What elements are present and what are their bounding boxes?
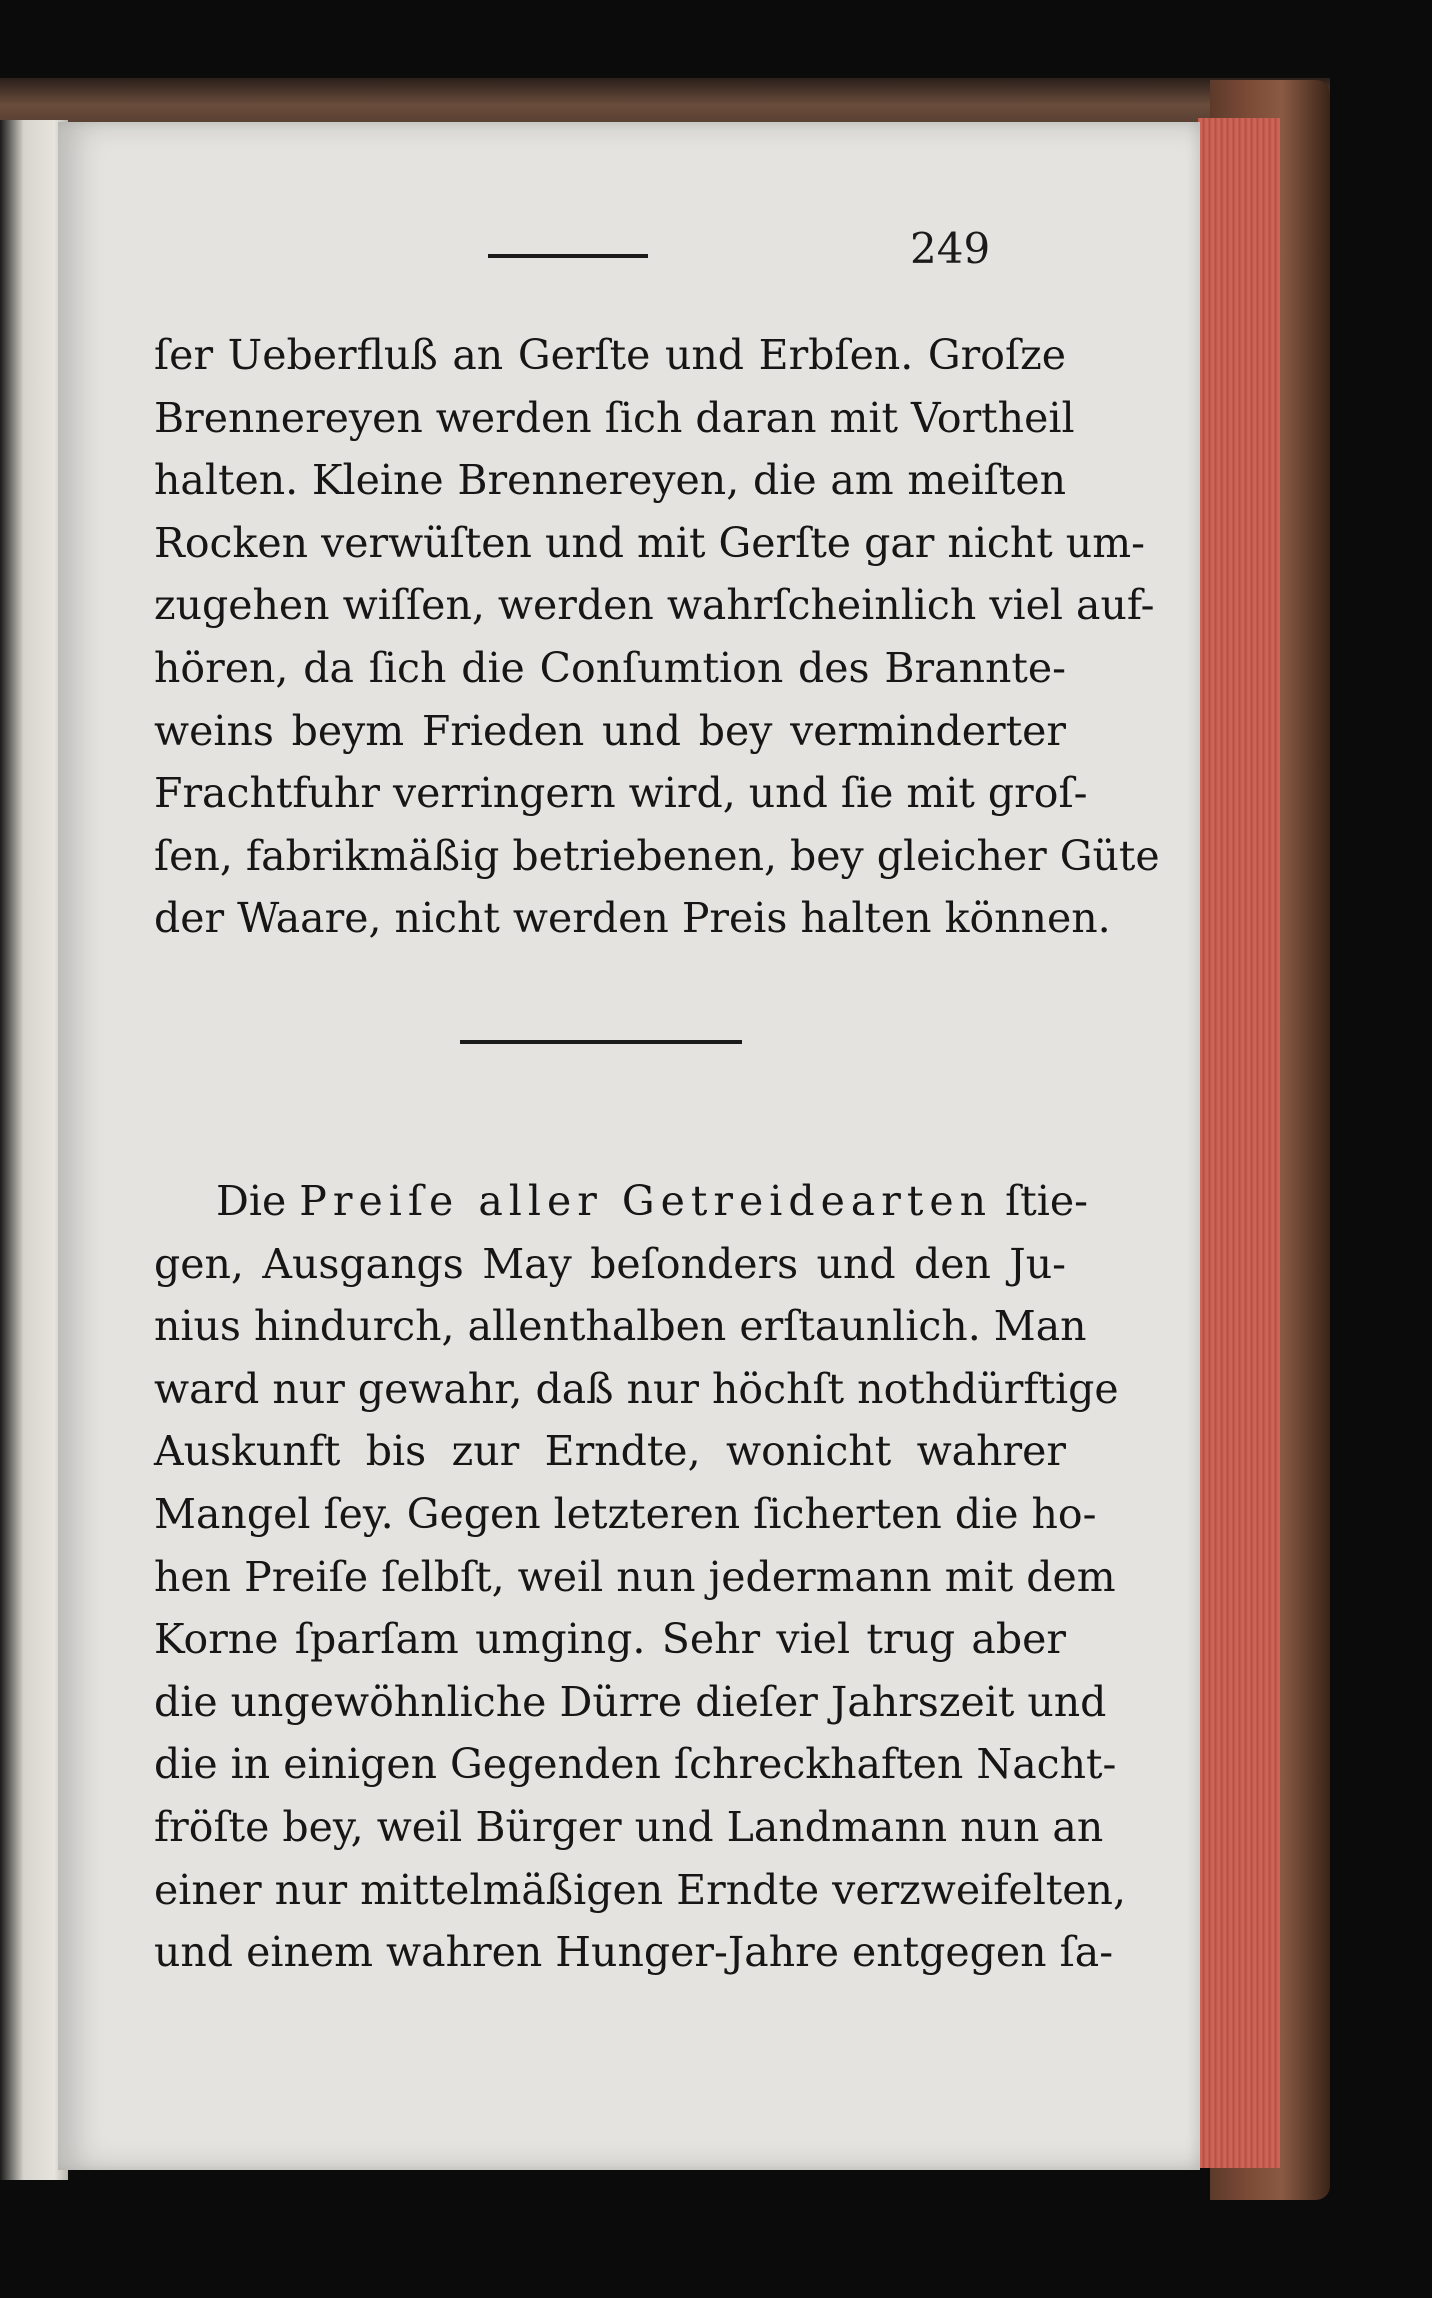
paragraph-2 <box>154 1170 1126 1984</box>
text-line: und einem wahren Hunger-Jahre entgegen ſa- <box>154 1928 1114 1977</box>
text-line: hören, da ſich die Conſumtion des Brannte- <box>154 643 1066 692</box>
text-line: die ungewöhnliche Dürre dieſer Jahrszeit und <box>154 1677 1107 1726</box>
text-line: der Waare, nicht werden Preis halten können. <box>154 894 1111 943</box>
lead-tail: ſtie- <box>992 1177 1088 1225</box>
text-line: die in einigen Gegenden ſchreckhaften Nacht- <box>154 1740 1117 1789</box>
text-line: ſer Ueberfluß an Gerſte und Erbſen. Groſze <box>154 331 1066 379</box>
text-line: hen Preiſe ſelbſt, weil nun jedermann mit dem <box>154 1552 1116 1601</box>
text-line: halten. Kleine Brennereyen, die am meiſten <box>154 456 1066 505</box>
text-line: nius hindurch, allenthalben erſtaunlich. Man <box>154 1302 1087 1351</box>
lead-word: Die <box>216 1177 300 1225</box>
text-line: Auskunft bis zur Erndte, wonicht wahrer <box>154 1427 1066 1476</box>
text-line: zugehen wiſſen, werden wahrſcheinlich viel auf- <box>154 581 1155 630</box>
text-line: Frachtfuhr verringern wird, und ſie mit groſ- <box>154 769 1088 818</box>
text-line: fröſte bey, weil Bürger und Landmann nun an <box>154 1802 1104 1851</box>
page-number: 249 <box>910 224 991 273</box>
text-line: Brennereyen werden ſich daran mit Vortheil <box>154 393 1075 442</box>
text-line: gen, Ausgangs May beſonders und den Ju- <box>154 1239 1066 1288</box>
text-line: weins beym Frieden und bey verminderter <box>154 706 1066 755</box>
emphasized-phrase: Preiſe aller Getreidearten <box>299 1177 993 1225</box>
section-divider <box>460 1040 742 1044</box>
text-line: einer nur mittelmäßigen Erndte verzweifelten, <box>154 1865 1126 1914</box>
text-line: Korne ſparſam umging. Sehr viel trug aber <box>154 1615 1066 1664</box>
page-edges-red <box>1198 118 1280 2168</box>
text-line: ward nur gewahr, daß nur höchſt nothdürftige <box>154 1364 1119 1413</box>
text-line: Mangel ſey. Gegen letzteren ſicherten die ho- <box>154 1489 1097 1538</box>
text-line: ſen, fabrikmäßig betriebenen, bey gleicher Güte <box>154 831 1160 880</box>
header-rule <box>488 254 648 258</box>
paragraph-1 <box>154 324 1160 950</box>
book-page <box>58 122 1200 2170</box>
paragraph-lead-line <box>154 1170 1088 1233</box>
text-line: Rocken verwüſten und mit Gerſte gar nicht um- <box>154 518 1145 567</box>
